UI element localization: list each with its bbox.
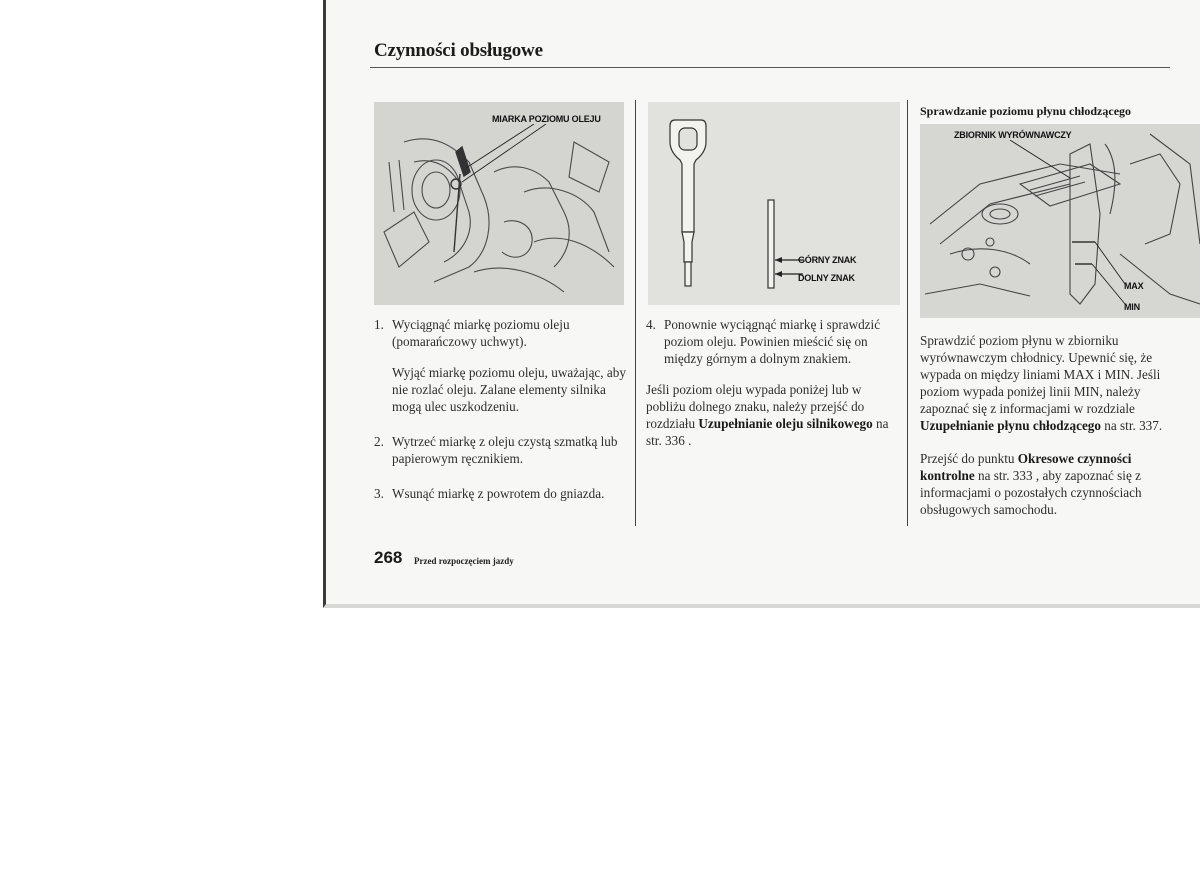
section-name: Przed rozpoczęciem jazdy	[414, 556, 514, 566]
dipstick-illustration	[648, 102, 900, 305]
coolant-heading: Sprawdzanie poziomu płynu chłodzącego	[920, 104, 1132, 118]
min-mark-label: MIN	[1124, 302, 1140, 312]
step-2-number: 2.	[374, 434, 384, 449]
step-1-note: Wyjąć miarkę poziomu oleju, uważając, aby nie rozlać oleju. Zalane elementy silnika mogą ulec uszkodzeniu.	[392, 365, 626, 414]
step-4-number: 4.	[646, 317, 656, 332]
column-divider-left	[635, 100, 636, 526]
lower-mark-label: DOLNY ZNAK	[798, 273, 855, 283]
coolant-refill-reference: Uzupełnianie płynu chłodzącego	[920, 418, 1101, 433]
step-2-text: Wytrzeć miarkę z oleju czystą szmatką lub papierowym ręcznikiem.	[392, 434, 618, 466]
periodic-checks-paragraph	[920, 450, 1178, 518]
oil-para-text: Jeśli poziom oleju wypada poniżej lub w pobliżu dolnego znaku, należy przejść do rozdziału	[646, 382, 865, 431]
step-4	[646, 316, 902, 367]
oil-refill-paragraph	[646, 381, 902, 449]
left-column-text	[374, 316, 628, 516]
coolant-drawing	[920, 124, 1200, 318]
periodic-para-text: Przejść do punktu	[920, 451, 1018, 466]
step-1-text: Wyciągnąć miarkę poziomu oleju (pomarańczowy uchwyt).	[392, 317, 570, 349]
expansion-tank-label: ZBIORNIK WYRÓWNAWCZY	[954, 130, 1072, 140]
step-1	[374, 316, 628, 350]
periodic-checks-reference: Okresowe czynności kontrolne	[920, 451, 1132, 483]
dipstick-location-label: MIARKA POZIOMU OLEJU	[492, 114, 601, 124]
oil-para-page: na str. 336 .	[646, 416, 889, 448]
page-number: 268	[374, 548, 403, 567]
page-title: Czynności obsługowe	[374, 40, 543, 61]
step-1-number: 1.	[374, 317, 384, 332]
dipstick-drawing	[648, 102, 900, 305]
engine-drawing	[374, 102, 624, 305]
oil-refill-reference: Uzupełnianie oleju silnikowego	[698, 416, 873, 431]
coolant-para-text: Sprawdzić poziom płynu w zbiorniku wyrównawczym chłodnicy. Upewnić się, że wypada on między liniami MAX i MIN. Jeśli poziom wypada poniżej linii MIN, należy zapoznać się z informacjami w rozdziale	[920, 333, 1161, 416]
engine-illustration	[374, 102, 624, 305]
upper-mark-label: GÓRNY ZNAK	[798, 255, 857, 265]
manual-page	[323, 0, 1200, 608]
step-3-number: 3.	[374, 486, 384, 501]
column-divider-right	[907, 100, 908, 526]
right-column-text	[920, 332, 1178, 532]
coolant-paragraph	[920, 332, 1178, 434]
periodic-para-rest: na str. 333 , aby zapoznać się z informacjami o pozostałych czynnościach obsługowych samochodu.	[920, 468, 1142, 517]
step-2	[374, 433, 628, 467]
step-3-text: Wsunąć miarkę z powrotem do gniazda.	[392, 486, 605, 501]
coolant-illustration	[920, 124, 1200, 318]
max-mark-label: MAX	[1124, 281, 1144, 291]
step-4-text: Ponownie wyciągnąć miarkę i sprawdzić poziom oleju. Powinien mieścić się on między górnym a dolnym znakiem.	[664, 317, 881, 366]
middle-column-text	[646, 316, 902, 463]
title-divider	[370, 67, 1170, 68]
coolant-para-page: na str. 337.	[1100, 418, 1163, 433]
step-3	[374, 485, 628, 502]
